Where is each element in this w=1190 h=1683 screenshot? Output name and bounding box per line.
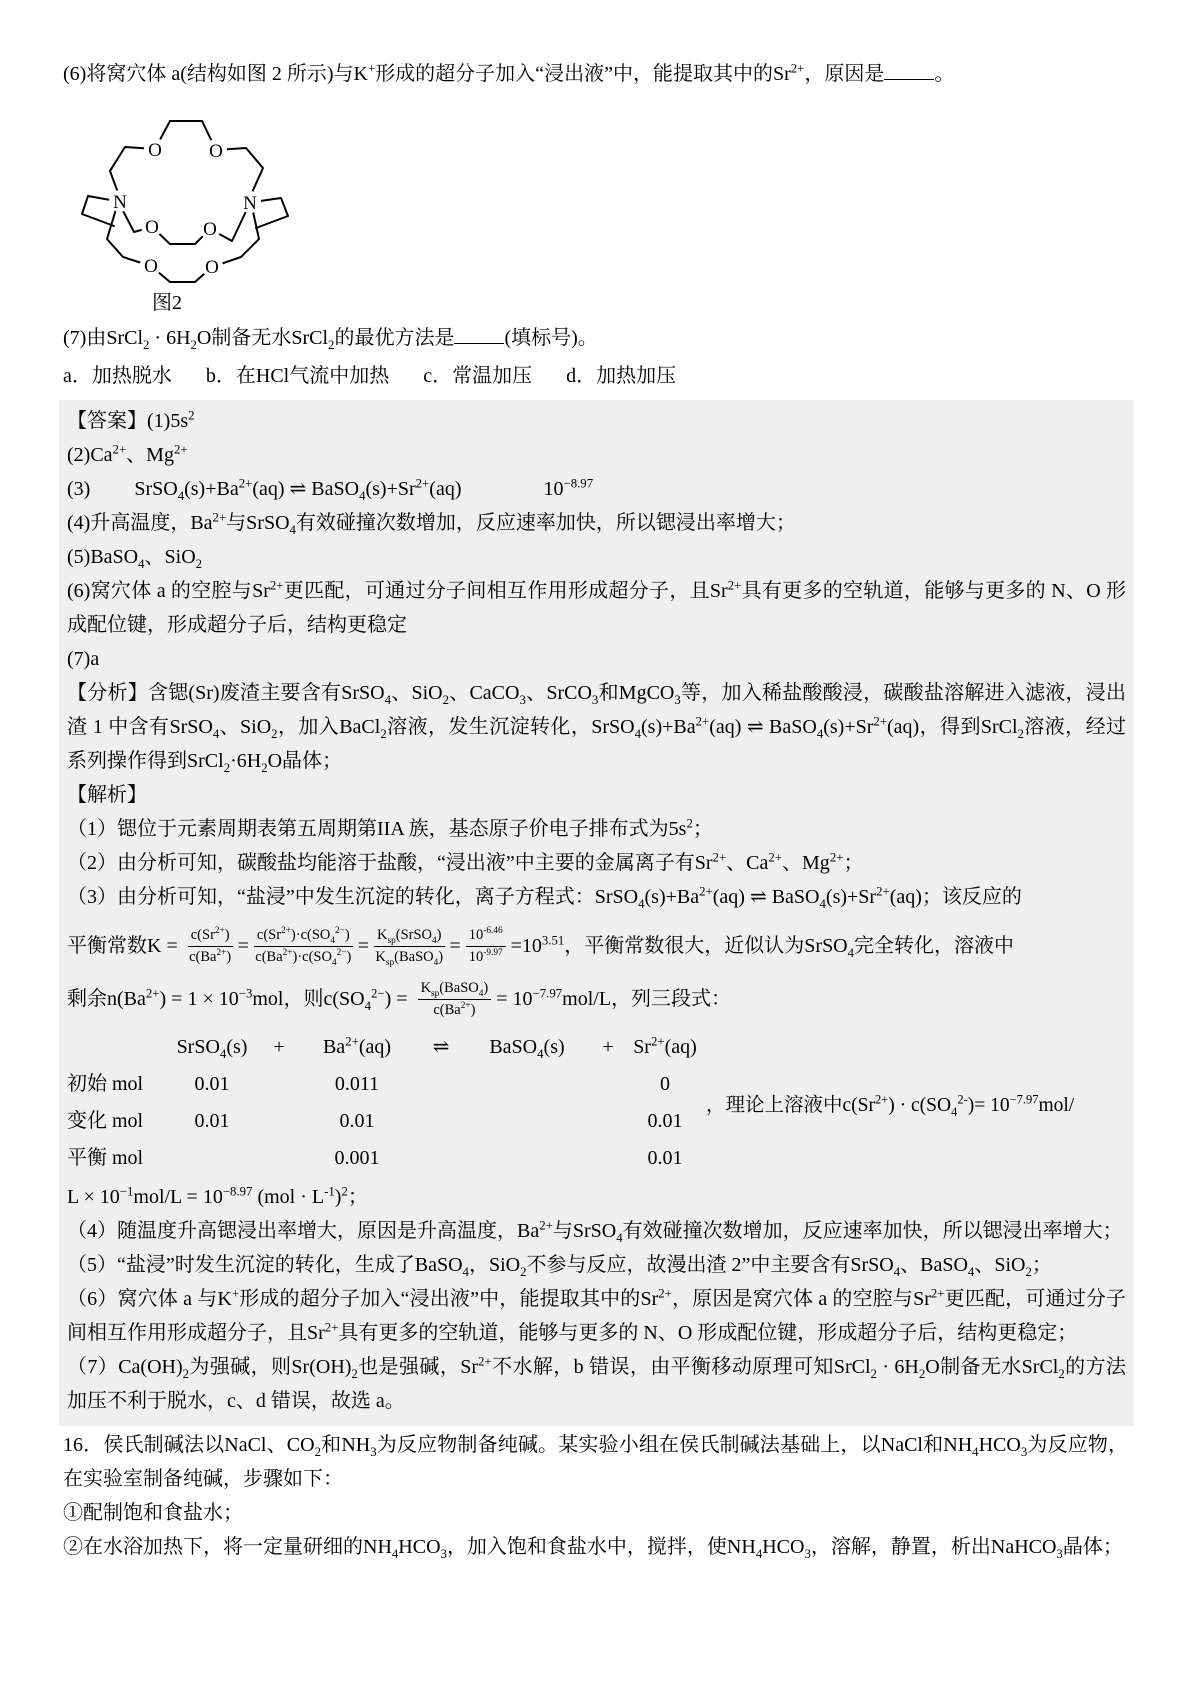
table-row-initial-label: 初始 mol [67,1073,144,1096]
answer-line-6: (6)窝穴体 a 的空腔与$Sr^{2+}$更匹配，可通过分子间相互作用形成超分子，且$Sr^{2+}$具有更多的空轨道，能够与更多的 N、O 形成配位键，形成超分子后，结构更稳定 [67,578,1126,636]
atom-o-bot-left: O [144,256,158,277]
question-7-suffix: (填标号)。 [504,327,598,349]
option-b: b．在HCl气流中加热 [205,365,390,387]
atom-o-bot-right: O [205,257,219,278]
table-cell [162,1142,262,1174]
k-fraction-4-denominator: $10^{-9.97}$ [468,948,503,965]
figure-2 [67,98,309,318]
question-16-step-2: ②在水浴加热下，将一定量研细的$NH_4HCO_3$，加入饱和食盐水中，搅拌，使$NH_4HCO_3$，溶解，静置，析出NaHCO$_3$晶体； [63,1536,1123,1562]
k-fraction-3-numerator: $K_{sp}(SrSO_4)$ [374,926,444,947]
question-7 [63,320,1128,356]
table-gap [262,1142,296,1174]
table-cell: 0.011 [334,1073,380,1096]
table-gap [590,1105,626,1137]
k-fraction-2-numerator: $c(Sr^{2+})\cdot c(SO_4^{2-})$ [254,926,353,947]
analysis-label: 【分析】 [67,682,148,704]
explanation-3: （3）由分析可知，“盐浸”中发生沉淀的转化，离子方程式：$SrSO_4(s)+Ba^{2+}(aq)$ ⇌ $BaSO_4(s)+Sr^{2+}(aq)$；该反应的 [67,884,1022,911]
question-6 [63,56,1128,92]
question-6-period: 。 [934,63,955,85]
sulfate-concentration-equation [67,979,1126,1020]
equals-sign: = [357,935,370,958]
n-equation-prefix: 剩余$n(Ba^{2+}) = 1 \times 10^{-3}mol$，则$c(SO_4^{2-})$ = [67,986,413,1014]
cryptand-structure-image [67,98,309,288]
atom-o-top-left: O [148,140,162,161]
explanation-5: （5）“盐浸”时发生沉淀的转化，生成了BaSO$_4$，SiO$_2$不参与反应，故漫出渣 2”中主要含有SrSO$_4$、BaSO$_4$、SiO$_2$； [67,1254,1052,1280]
equals-sign: = [237,935,249,958]
bond-middle-bridge [120,205,249,244]
explanation-1: （1）锶位于元素周期表第五周期第IIA 族，基态原子价电子排布式为$5s^2$； [67,816,713,840]
equilibrium-constant-equation [67,926,1126,967]
answer-line-5: (5)BaSO$_4$、SiO$_2$ [67,546,203,571]
n-fraction-numerator: $K_{sp}(BaSO_4)$ [418,979,492,1000]
table-gap [262,1105,296,1137]
answer-1: $(1)5s^2$ [147,408,195,432]
k-fraction-1-denominator: $c(Ba^{2+})$ [189,948,232,965]
table-cell: 0.01 [339,1110,375,1133]
table-header-spacer [67,1031,162,1063]
analysis-paragraph [67,676,1126,778]
answer-line-7: (7)a [67,648,100,670]
k-fraction-4 [466,926,506,967]
table-cell [464,1068,590,1100]
table-cell [464,1105,590,1137]
answer-3-number: (3) [67,478,91,500]
table-row-equilibrium-label: 平衡 mol [67,1147,144,1170]
answer-label: 【答案】 [67,410,147,432]
atom-o-mid-right: O [203,219,217,240]
explanation-6: （6）窝穴体 a 与K+形成的超分子加入“浸出液”中，能提取其中的$Sr^{2+}$，原因是窝穴体 a 的空腔与$Sr^{2+}$更匹配，可通过分子间相互作用形成超分子，且$Sr^{2+}$具有更多的空轨道，能够与更多的 N、O 形成配位键，形成超分子后，结构更稳定； [67,1286,1126,1345]
question-7-answer-blank [454,324,504,344]
table-gap [590,1142,626,1174]
k-equation-suffix: $=10^{3.51}$，平衡常数很大，近似认为SrSO$_4$完全转化，溶液中 [510,933,1015,961]
k-fraction-3 [374,926,444,967]
equals-sign: = [449,935,461,958]
k-fraction-2 [254,926,353,967]
n-fraction [418,979,492,1020]
atom-n-left: N [113,192,127,213]
table-eq-ba: $Ba^{2+}(aq)$ [322,1034,392,1059]
table-eq-sr: $Sr^{2+}(aq)$ [633,1034,697,1059]
table-gap [418,1142,464,1174]
explanation-7: $(7)Ca(OH)_2$为强碱，则$Sr(OH)_2$也是强碱，$Sr^{2+}$不水解，b 错误，由平衡移动原理可知SrCl$_2$ · $6H_2O$制备无水SrCl$_2$的方法加压不利于脱水，c、d 错误，故选 a。 [67,1354,1126,1413]
table-cell: 0.001 [334,1147,380,1170]
question-16-step-1: ①配制饱和食盐水； [63,1502,243,1525]
explanation-2: （2）由分析可知，碳酸盐均能溶于盐酸，“浸出液”中主要的金属离子有$Sr^{2+}$、$Ca^{2+}$、$Mg^{2+}$； [67,850,864,874]
bond-top-bridge [110,121,263,198]
option-d: d．加热加压 [566,365,677,387]
table-eq-plus-1: + [273,1036,285,1059]
question-6-text: (6)将窝穴体 a(结构如图 2 所示)与K+形成的超分子加入“浸出液”中，能提取其中的$Sr^{2+}$，原因是 [63,61,885,85]
k-fraction-4-numerator: $10^{-6.46}$ [466,926,506,947]
answer-line-1 [67,404,1126,438]
table-gap [418,1105,464,1137]
answer-3-constant: $10^{-8.97}$ [543,476,594,500]
table-eq-srso4: SrSO$_4$(s) [176,1036,248,1062]
table-cell: 0.01 [647,1147,683,1170]
table-cell: 0.01 [194,1073,230,1096]
k-fraction-2-denominator: $c(Ba^{2+})\cdot c(SO_4^{2-})$ [255,948,352,968]
question-7-text: (7)由SrCl$_2$ · $6H_2O$制备无水SrCl$_2$的最优方法是 [63,327,455,352]
n-equation-suffix: = $10^{-7.97}mol/L$，列三段式： [496,986,732,1011]
option-c: c．常温加压 [423,365,533,387]
question-7-options [63,358,1128,394]
table-eq-arrow: ⇌ [432,1036,450,1059]
option-a: a．加热脱水 [63,365,172,387]
n-fraction-denominator: $c(Ba^{2+})$ [433,1000,476,1018]
answer-line-3 [67,472,1126,506]
answer-line-2: $(2)Ca^{2+}$、$Mg^{2+}$ [67,442,188,466]
atom-o-mid-left: O [145,217,159,238]
table-row-change-label: 变化 mol [67,1110,144,1133]
table-cell [464,1142,590,1174]
table-gap [418,1068,464,1100]
atom-o-top-right: O [209,141,223,162]
explanation-label: 【解析】 [67,784,147,806]
atom-n-right: N [243,193,257,214]
three-stage-grid [67,1031,704,1174]
three-stage-table [67,1031,1126,1174]
figure-caption: 图2 [152,292,182,314]
table-gap [262,1068,296,1100]
k-fraction-3-denominator: $K_{sp}(BaSO_4)$ [375,948,444,968]
table-eq-plus-2: + [602,1036,614,1059]
table-cell: 0.01 [647,1110,683,1133]
question-16: 16．侯氏制碱法以NaCl、$CO_2$和$NH_3$为反应物制备纯碱。某实验小组在侯氏制碱法基础上，以NaCl和$NH_4HCO_3$为反应物，在实验室制备纯碱，步骤如下： [63,1434,1129,1491]
k-fraction-1 [188,926,233,967]
table-side-note: ，理论上溶液中$c(Sr^{2+}) \cdot c(SO_4^{2-})= 10^{-7.97}mol/$ [706,1092,1075,1119]
table-cell: 0 [660,1073,670,1096]
answer-3-equation: $SrSO_4(s)+Ba^{2+}(aq)$ ⇌ $BaSO_4(s)+Sr^{2+}(aq)$ [134,476,462,503]
answer-analysis-block [59,400,1134,1426]
table-gap [590,1068,626,1100]
k-equation-prefix: 平衡常数K = [67,935,183,958]
wrap-continuation-line: $L \times 10^{-1}mol/L = 10^{-8.97}$ $(mol \cdot L^{-1})^2$； [67,1184,368,1209]
explanation-4: （4）随温度升高锶浸出率增大，原因是升高温度，$Ba^{2+}$与SrSO$_4$有效碰撞次数增加，反应速率加快，所以锶浸出率增大； [67,1218,1123,1246]
answer-line-4: (4)升高温度，$Ba^{2+}$与SrSO$_4$有效碰撞次数增加，反应速率加快，所以锶浸出率增大； [67,510,796,537]
k-fraction-1-numerator: $c(Sr^{2+})$ [188,926,233,947]
analysis-text: 含锶(Sr)废渣主要含有SrSO$_4$、SiO$_2$、CaCO$_3$、SrCO$_3$和MgCO$_3$等，加入稀盐酸酸浸，碳酸盐溶解进入滤液，浸出渣 1 中含有SrSO$_4$、SiO$_2$，加入BaCl$_2$溶液，发生沉淀转化，$SrSO_4(s)+Ba^{2+}(aq)$ ⇌ $BaSO_4(s)+Sr^{2+}(aq)$，得到SrCl$_2$溶液，经过系列操作得到$SrCl_2\cdot 6H_2O$晶体； [67,682,1127,775]
table-cell: 0.01 [194,1110,230,1133]
table-eq-baso4: BaSO$_4$(s) [489,1036,565,1062]
question-6-answer-blank [884,60,934,80]
